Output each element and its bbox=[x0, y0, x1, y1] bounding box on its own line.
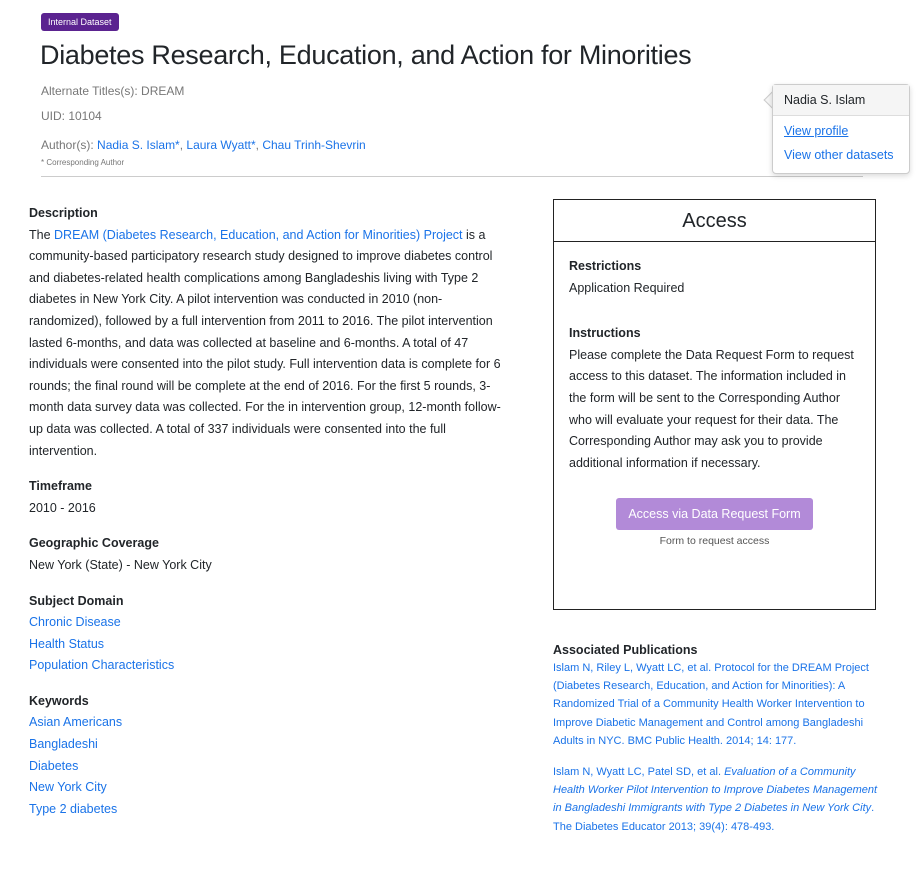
internal-dataset-badge: Internal Dataset bbox=[41, 13, 119, 31]
associated-publications bbox=[553, 641, 878, 849]
keyword-link[interactable]: Asian Americans bbox=[29, 715, 123, 730]
description-heading: Description bbox=[29, 206, 98, 220]
view-profile-link[interactable]: View profile bbox=[784, 124, 849, 138]
alternate-titles: Alternate Titles(s): DREAM bbox=[41, 84, 185, 98]
geo-value: New York (State) - New York City bbox=[29, 557, 212, 572]
divider bbox=[41, 176, 863, 177]
restrictions-value: Application Required bbox=[569, 280, 685, 295]
author-link[interactable]: Nadia S. Islam* bbox=[97, 138, 180, 152]
access-panel bbox=[553, 199, 876, 610]
page-title: Diabetes Research, Education, and Action for Minorities bbox=[40, 40, 692, 70]
access-title: Access bbox=[554, 200, 875, 242]
instructions-text: Please complete the Data Request Form to request access to this dataset. The information included in the form will be sent to the Corresponding Author who will evaluate your request for their data. The Corresponding Author may ask you to provide additional information if necessary. bbox=[569, 347, 854, 470]
data-request-form-button[interactable]: Access via Data Request Form bbox=[616, 498, 812, 530]
keyword-link[interactable]: Type 2 diabetes bbox=[29, 801, 118, 816]
dataset-details bbox=[29, 203, 511, 834]
view-other-datasets-link[interactable]: View other datasets bbox=[784, 148, 894, 162]
button-note: Form to request access bbox=[659, 535, 770, 548]
author-link[interactable]: Laura Wyatt* bbox=[186, 138, 256, 152]
instructions-heading: Instructions bbox=[569, 326, 641, 341]
publications-heading: Associated Publications bbox=[553, 643, 698, 657]
uid: UID: 10104 bbox=[41, 109, 102, 123]
author-popover bbox=[772, 84, 910, 174]
subject-link[interactable]: Health Status bbox=[29, 636, 105, 651]
keyword-link[interactable]: Diabetes bbox=[29, 758, 79, 773]
description-text: The DREAM (Diabetes Research, Education, and Action for Minorities) Project is a community-based participatory research study designed to improve diabetes control and diabetes-related health complications among Bangladeshis living with Type 2 diabetes in New York City. A pilot intervention was conducted in 2010 (non-randomized), followed by a full intervention from 2011 to 2016. The pilot intervention lasted 6-months, and data was collected at baseline and 6-months. A total of 47 individuals were consented into the pilot study. Full intervention data is complete for 6 rounds; the final round will be complete at the end of 2016. For the first 5 rounds, 3-month data survey data was collected. For the in intervention group, 12-month follow-up data was collected. A total of 337 individuals were consented into the full intervention. bbox=[29, 227, 501, 458]
corresponding-note: * Corresponding Author bbox=[41, 158, 125, 167]
timeframe-heading: Timeframe bbox=[29, 479, 92, 494]
keywords-heading: Keywords bbox=[29, 693, 89, 708]
authors: Author(s): Nadia S. Islam*, Laura Wyatt*, Chau Trinh-Shevrin bbox=[41, 138, 366, 152]
keyword-link[interactable]: Bangladeshi bbox=[29, 737, 98, 752]
subject-heading: Subject Domain bbox=[29, 593, 124, 608]
keyword-link[interactable]: New York City bbox=[29, 780, 107, 795]
author-link[interactable]: Chau Trinh-Shevrin bbox=[262, 138, 366, 152]
subject-link[interactable]: Chronic Disease bbox=[29, 615, 121, 630]
timeframe-value: 2010 - 2016 bbox=[29, 500, 96, 515]
publication-item[interactable]: Islam N, Wyatt LC, Patel SD, et al. Evaluation of a Community Health Worker Pilot Intervention to Improve Diabetes Management in Bangladeshi Immigrants with Type 2 Diabetes in New York City. The Diabetes Educator 2013; 39(4): 478-493. bbox=[553, 766, 878, 833]
popover-header: Nadia S. Islam bbox=[773, 85, 909, 116]
publication-item[interactable]: Islam N, Riley L, Wyatt LC, et al. Protocol for the DREAM Project (Diabetes Research, Education, and Action for Minorities): A Randomized Trial of a Community Health Worker Intervention to Improve Diabetic Management and Control among Bangladeshi Adults in NYC. BMC Public Health. 2014; 14: 177. bbox=[553, 662, 869, 747]
project-link[interactable]: DREAM (Diabetes Research, Education, and Action for Minorities) Project bbox=[54, 227, 463, 242]
subject-link[interactable]: Population Characteristics bbox=[29, 658, 175, 673]
geo-heading: Geographic Coverage bbox=[29, 536, 159, 551]
restrictions-heading: Restrictions bbox=[569, 259, 642, 273]
